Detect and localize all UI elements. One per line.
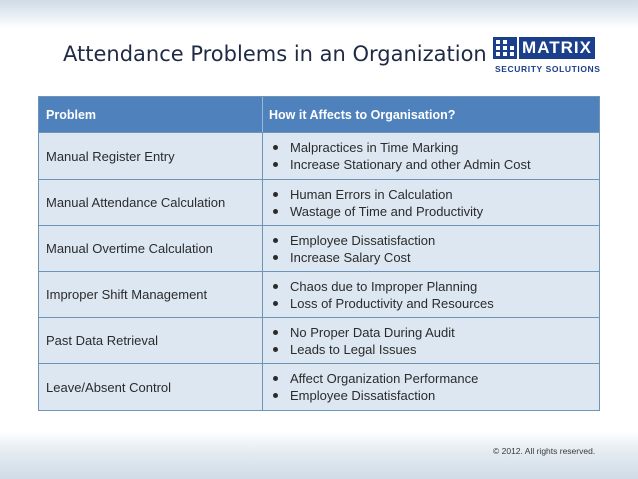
bullet-icon [273,376,278,381]
problem-cell: Leave/Absent Control [39,364,263,410]
problem-cell: Past Data Retrieval [39,318,263,363]
header-problem: Problem [39,97,263,132]
bullet-icon [273,347,278,352]
effect-item [269,324,455,341]
bullet-icon [273,238,278,243]
problem-cell: Manual Overtime Calculation [39,226,263,271]
effect-text: Loss of Productivity and Resources [290,295,494,311]
effect-text: Increase Salary Cost [290,249,411,265]
bullet-icon [273,255,278,260]
table-row [39,272,599,318]
problem-cell: Improper Shift Management [39,272,263,317]
bullet-icon [273,209,278,214]
bullet-icon [273,192,278,197]
effect-item [269,232,435,249]
effect-item [269,295,494,312]
logo-grid-icon [493,37,517,59]
effect-item [269,249,411,266]
effect-text: Malpractices in Time Marking [290,140,459,155]
effect-item [269,156,531,173]
bullet-icon [273,301,278,306]
effect-text: Increase Stationary and other Admin Cost [290,157,531,172]
effect-item [269,370,478,387]
problems-table [38,96,600,411]
effects-cell [263,180,599,225]
table-row [39,133,599,180]
header-effects: How it Affects to Organisation? [269,107,456,122]
effects-cell [263,364,599,410]
table-row [39,180,599,226]
effect-text: Employee Dissatisfaction [290,388,436,403]
logo-wordmark: MATRIX [519,37,595,59]
bullet-icon [273,393,278,398]
problem-cell: Manual Attendance Calculation [39,180,263,225]
effects-cell [263,318,599,363]
effect-text: Human Errors in Calculation [290,186,453,202]
effect-item [269,341,416,358]
table-row [39,226,599,272]
effect-item [269,203,483,220]
effect-text: No Proper Data During Audit [290,324,455,340]
effect-text: Affect Organization Performance [290,371,479,386]
effects-cell [263,226,599,271]
effect-text: Chaos due to Improper Planning [290,278,478,294]
effect-item [269,278,477,295]
bullet-icon [273,145,278,150]
effects-cell [263,133,599,179]
effect-item [269,186,453,203]
slide-title: Attendance Problems in an Organization [63,42,487,66]
logo-tagline: SECURITY SOLUTIONS [495,64,601,74]
table-row [39,318,599,364]
top-gradient-band [0,0,638,28]
effect-item [269,387,435,404]
bullet-icon [273,284,278,289]
table-header-row [39,97,599,133]
effect-text: Leads to Legal Issues [290,341,417,357]
matrix-logo [493,37,601,79]
problem-cell: Manual Register Entry [39,133,263,179]
table-row [39,364,599,410]
effects-cell [263,272,599,317]
effect-text: Employee Dissatisfaction [290,232,436,248]
bullet-icon [273,330,278,335]
effect-item [269,139,458,156]
copyright-notice: © 2012. All rights reserved. [493,446,596,456]
bullet-icon [273,162,278,167]
effect-text: Wastage of Time and Productivity [290,203,484,219]
